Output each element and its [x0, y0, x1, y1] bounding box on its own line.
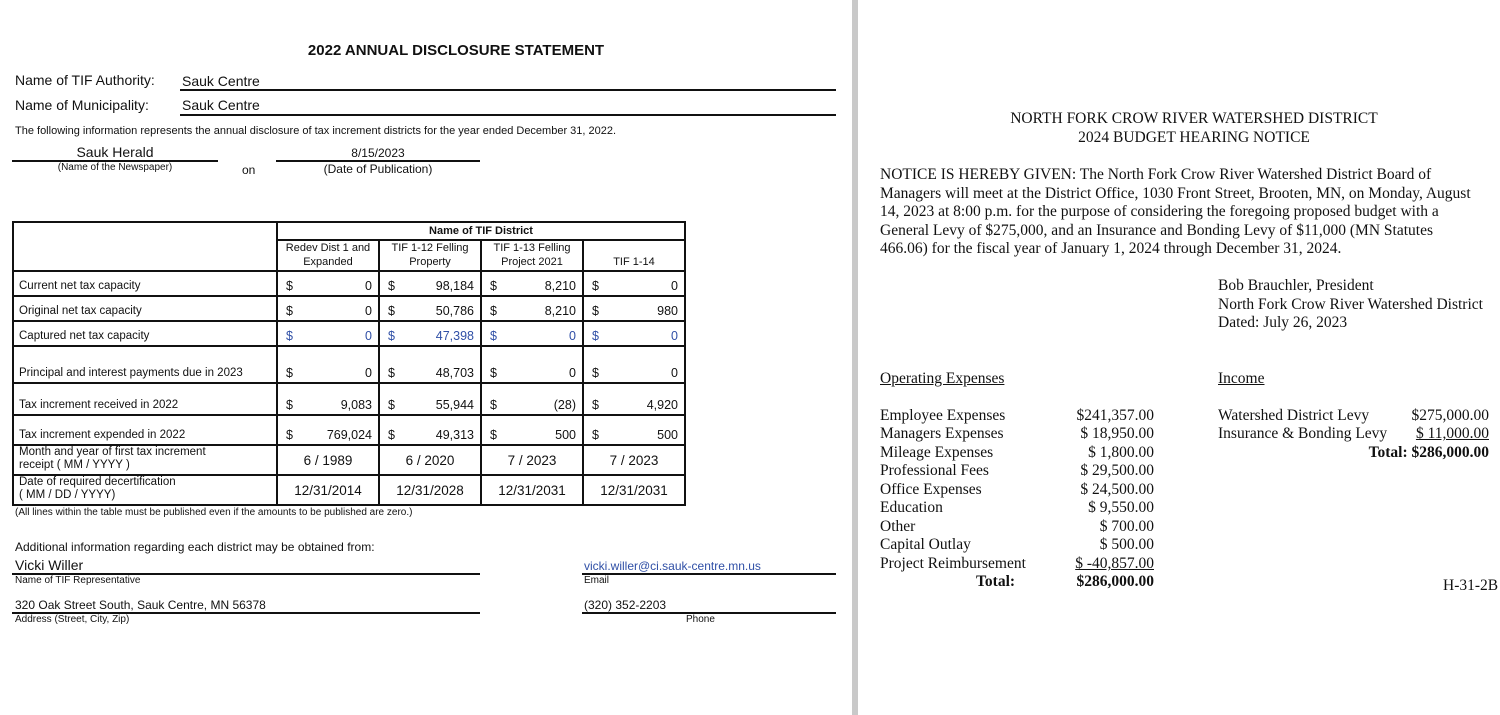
row-label: Tax increment received in 2022	[13, 383, 277, 415]
municipality-value: Sauk Centre	[182, 97, 260, 113]
signer-date: Dated: July 26, 2023	[1218, 314, 1348, 331]
rep-name-caption: Name of TIF Representative	[15, 575, 141, 586]
table-cell: $ 48,703	[379, 346, 481, 383]
notice-body-line: General Levy of $275,000, and an Insurance and Bonding Levy of $11,000 (MN Statutes	[880, 222, 1433, 239]
table-cell: $ 0	[277, 296, 379, 321]
table-row	[13, 321, 685, 346]
table-cell: $ 0	[481, 321, 583, 346]
expense-amount: $ 700.00	[1099, 518, 1154, 535]
municipality-label: Name of Municipality:	[15, 97, 149, 113]
notice-body-line: 466.06) for the fiscal year of January 1, 2024 through December 31, 2024.	[880, 240, 1342, 257]
notice-subheading: 2024 BUDGET HEARING NOTICE	[1078, 129, 1310, 146]
table-cell: $ 49,313	[379, 415, 481, 445]
table-cell: 6 / 2020	[379, 445, 481, 475]
table-row	[13, 475, 685, 505]
table-cell: $ 0	[583, 346, 685, 383]
table-row	[13, 296, 685, 321]
publication-date-value: 8/15/2023	[351, 146, 405, 160]
table-cell: $ 0	[277, 346, 379, 383]
income-amount: $275,000.00	[1411, 407, 1489, 424]
table-cell: $ 4,920	[583, 383, 685, 415]
table-row	[13, 271, 685, 296]
additional-info-text: Additional information regarding each district may be obtained from:	[15, 540, 375, 554]
newspaper-value: Sauk Herald	[76, 144, 154, 160]
expense-label: Mileage Expenses	[880, 444, 994, 461]
expense-amount: $ 9,550.00	[1088, 499, 1154, 516]
expenses-total-amount: $286,000.00	[1076, 573, 1154, 590]
table-cell: 7 / 2023	[481, 445, 583, 475]
authority-value: Sauk Centre	[182, 73, 260, 89]
expense-label: Project Reimbursement	[880, 555, 1026, 572]
table-cell: $ 0	[277, 321, 379, 346]
table-cell: $ 769,024	[277, 415, 379, 445]
table-cell: $ 0	[481, 346, 583, 383]
email-underline	[582, 573, 836, 575]
table-cell: $ 55,944	[379, 383, 481, 415]
ad-code: H-31-2B	[1443, 577, 1499, 594]
table-cell: $ 47,398	[379, 321, 481, 346]
table-cell: 12/31/2031	[481, 475, 583, 505]
budget-hearing-notice-panel	[858, 0, 1500, 715]
table-row	[13, 445, 685, 475]
table-cell: $ 9,083	[277, 383, 379, 415]
row-label: Captured net tax capacity	[13, 321, 277, 346]
expenses-total-label: Total:	[976, 573, 1016, 590]
row-label: Tax increment expended in 2022	[13, 415, 277, 445]
table-cell: 12/31/2028	[379, 475, 481, 505]
expense-amount: $ 18,950.00	[1080, 425, 1154, 442]
expense-amount: $ -40,857.00	[1075, 555, 1154, 572]
column-header: Redev Dist 1 and Expanded	[277, 240, 379, 271]
address-value: 320 Oak Street South, Sauk Centre, MN 56378	[15, 598, 266, 612]
income-heading: Income	[1218, 370, 1265, 387]
row-label: Date of required decertification ( MM / DD / YYYY)	[13, 475, 277, 505]
operating-expenses-heading: Operating Expenses	[880, 370, 1005, 387]
expense-amount: $ 500.00	[1099, 536, 1154, 553]
expense-label: Other	[880, 518, 916, 535]
authority-label: Name of TIF Authority:	[15, 72, 155, 88]
table-corner-cell	[13, 222, 277, 271]
income-label: Insurance & Bonding Levy	[1218, 425, 1388, 442]
expense-label: Employee Expenses	[880, 407, 1006, 424]
notice-body-line: NOTICE IS HEREBY GIVEN: The North Fork Crow River Watershed District Board of	[880, 166, 1432, 183]
expense-amount: $ 24,500.00	[1080, 481, 1154, 498]
table-cell: $ 50,786	[379, 296, 481, 321]
table-cell: $ 0	[277, 271, 379, 296]
table-cell: $ (28)	[481, 383, 583, 415]
expense-label: Office Expenses	[880, 481, 982, 498]
table-cell: $ 8,210	[481, 296, 583, 321]
table-cell: $ 980	[583, 296, 685, 321]
on-label: on	[242, 163, 256, 177]
income-total: Total: $286,000.00	[1368, 444, 1489, 461]
notice-body-line: Managers will meet at the District Office, 1030 Front Street, Brooten, MN, on Monday, August	[880, 185, 1471, 202]
signer-organization: North Fork Crow River Watershed District	[1218, 296, 1483, 313]
table-cell: $ 8,210	[481, 271, 583, 296]
phone-caption: Phone	[686, 614, 715, 625]
column-header: TIF 1-13 Felling Project 2021	[481, 240, 583, 271]
table-cell: $ 500	[481, 415, 583, 445]
municipality-underline	[180, 114, 836, 116]
expense-amount: $ 1,800.00	[1088, 444, 1154, 461]
email-caption: Email	[584, 575, 610, 586]
row-label: Current net tax capacity	[13, 271, 277, 296]
phone-value: (320) 352-2203	[584, 598, 667, 612]
table-row	[13, 346, 685, 383]
table-cell: $ 0	[583, 321, 685, 346]
row-label: Month and year of first tax increment receipt ( MM / YYYY )	[13, 445, 277, 475]
row-label: Original net tax capacity	[13, 296, 277, 321]
expense-amount: $241,357.00	[1076, 407, 1154, 424]
expense-label: Education	[880, 499, 943, 516]
income-label: Watershed District Levy	[1218, 407, 1370, 424]
notice-body-line: 14, 2023 at 8:00 p.m. for the purpose of considering the foregoing proposed budget with a	[880, 203, 1439, 220]
expense-label: Managers Expenses	[880, 425, 1004, 442]
column-header: TIF 1-14	[583, 240, 685, 271]
newspaper-caption: (Name of the Newspaper)	[57, 162, 173, 173]
table-cell: 6 / 1989	[277, 445, 379, 475]
notice-heading: NORTH FORK CROW RIVER WATERSHED DISTRICT	[1010, 110, 1378, 127]
table-note: (All lines within the table must be published even if the amounts to be published are zero.)	[15, 507, 413, 518]
tif-district-group-header: Name of TIF District	[277, 222, 685, 240]
authority-underline	[180, 89, 836, 91]
table-cell: $ 500	[583, 415, 685, 445]
email-value[interactable]: vicki.willer@ci.sauk-centre.mn.us	[584, 559, 761, 573]
column-header: TIF 1-12 Felling Property	[379, 240, 481, 271]
table-cell: $ 98,184	[379, 271, 481, 296]
table-row	[13, 415, 685, 445]
table-cell: 7 / 2023	[583, 445, 685, 475]
signer-name: Bob Brauchler, President	[1218, 277, 1374, 294]
table-row	[13, 383, 685, 415]
expense-label: Capital Outlay	[880, 536, 971, 553]
table-cell: 12/31/2031	[583, 475, 685, 505]
address-caption: Address (Street, City, Zip)	[15, 614, 130, 625]
tif-district-table	[12, 221, 686, 506]
table-cell: $ 0	[583, 271, 685, 296]
expense-label: Professional Fees	[880, 462, 989, 479]
disclosure-title: 2022 ANNUAL DISCLOSURE STATEMENT	[307, 42, 605, 59]
table-cell: 12/31/2014	[277, 475, 379, 505]
expense-amount: $ 29,500.00	[1080, 462, 1154, 479]
publication-date-caption: (Date of Publication)	[323, 162, 433, 176]
row-label: Principal and interest payments due in 2023	[13, 346, 277, 383]
intro-text: The following information represents the annual disclosure of tax increment districts for the year ended December 31, 2022.	[15, 125, 617, 137]
rep-name-value: Vicki Willer	[15, 557, 84, 573]
income-amount: $ 11,000.00	[1415, 425, 1489, 442]
